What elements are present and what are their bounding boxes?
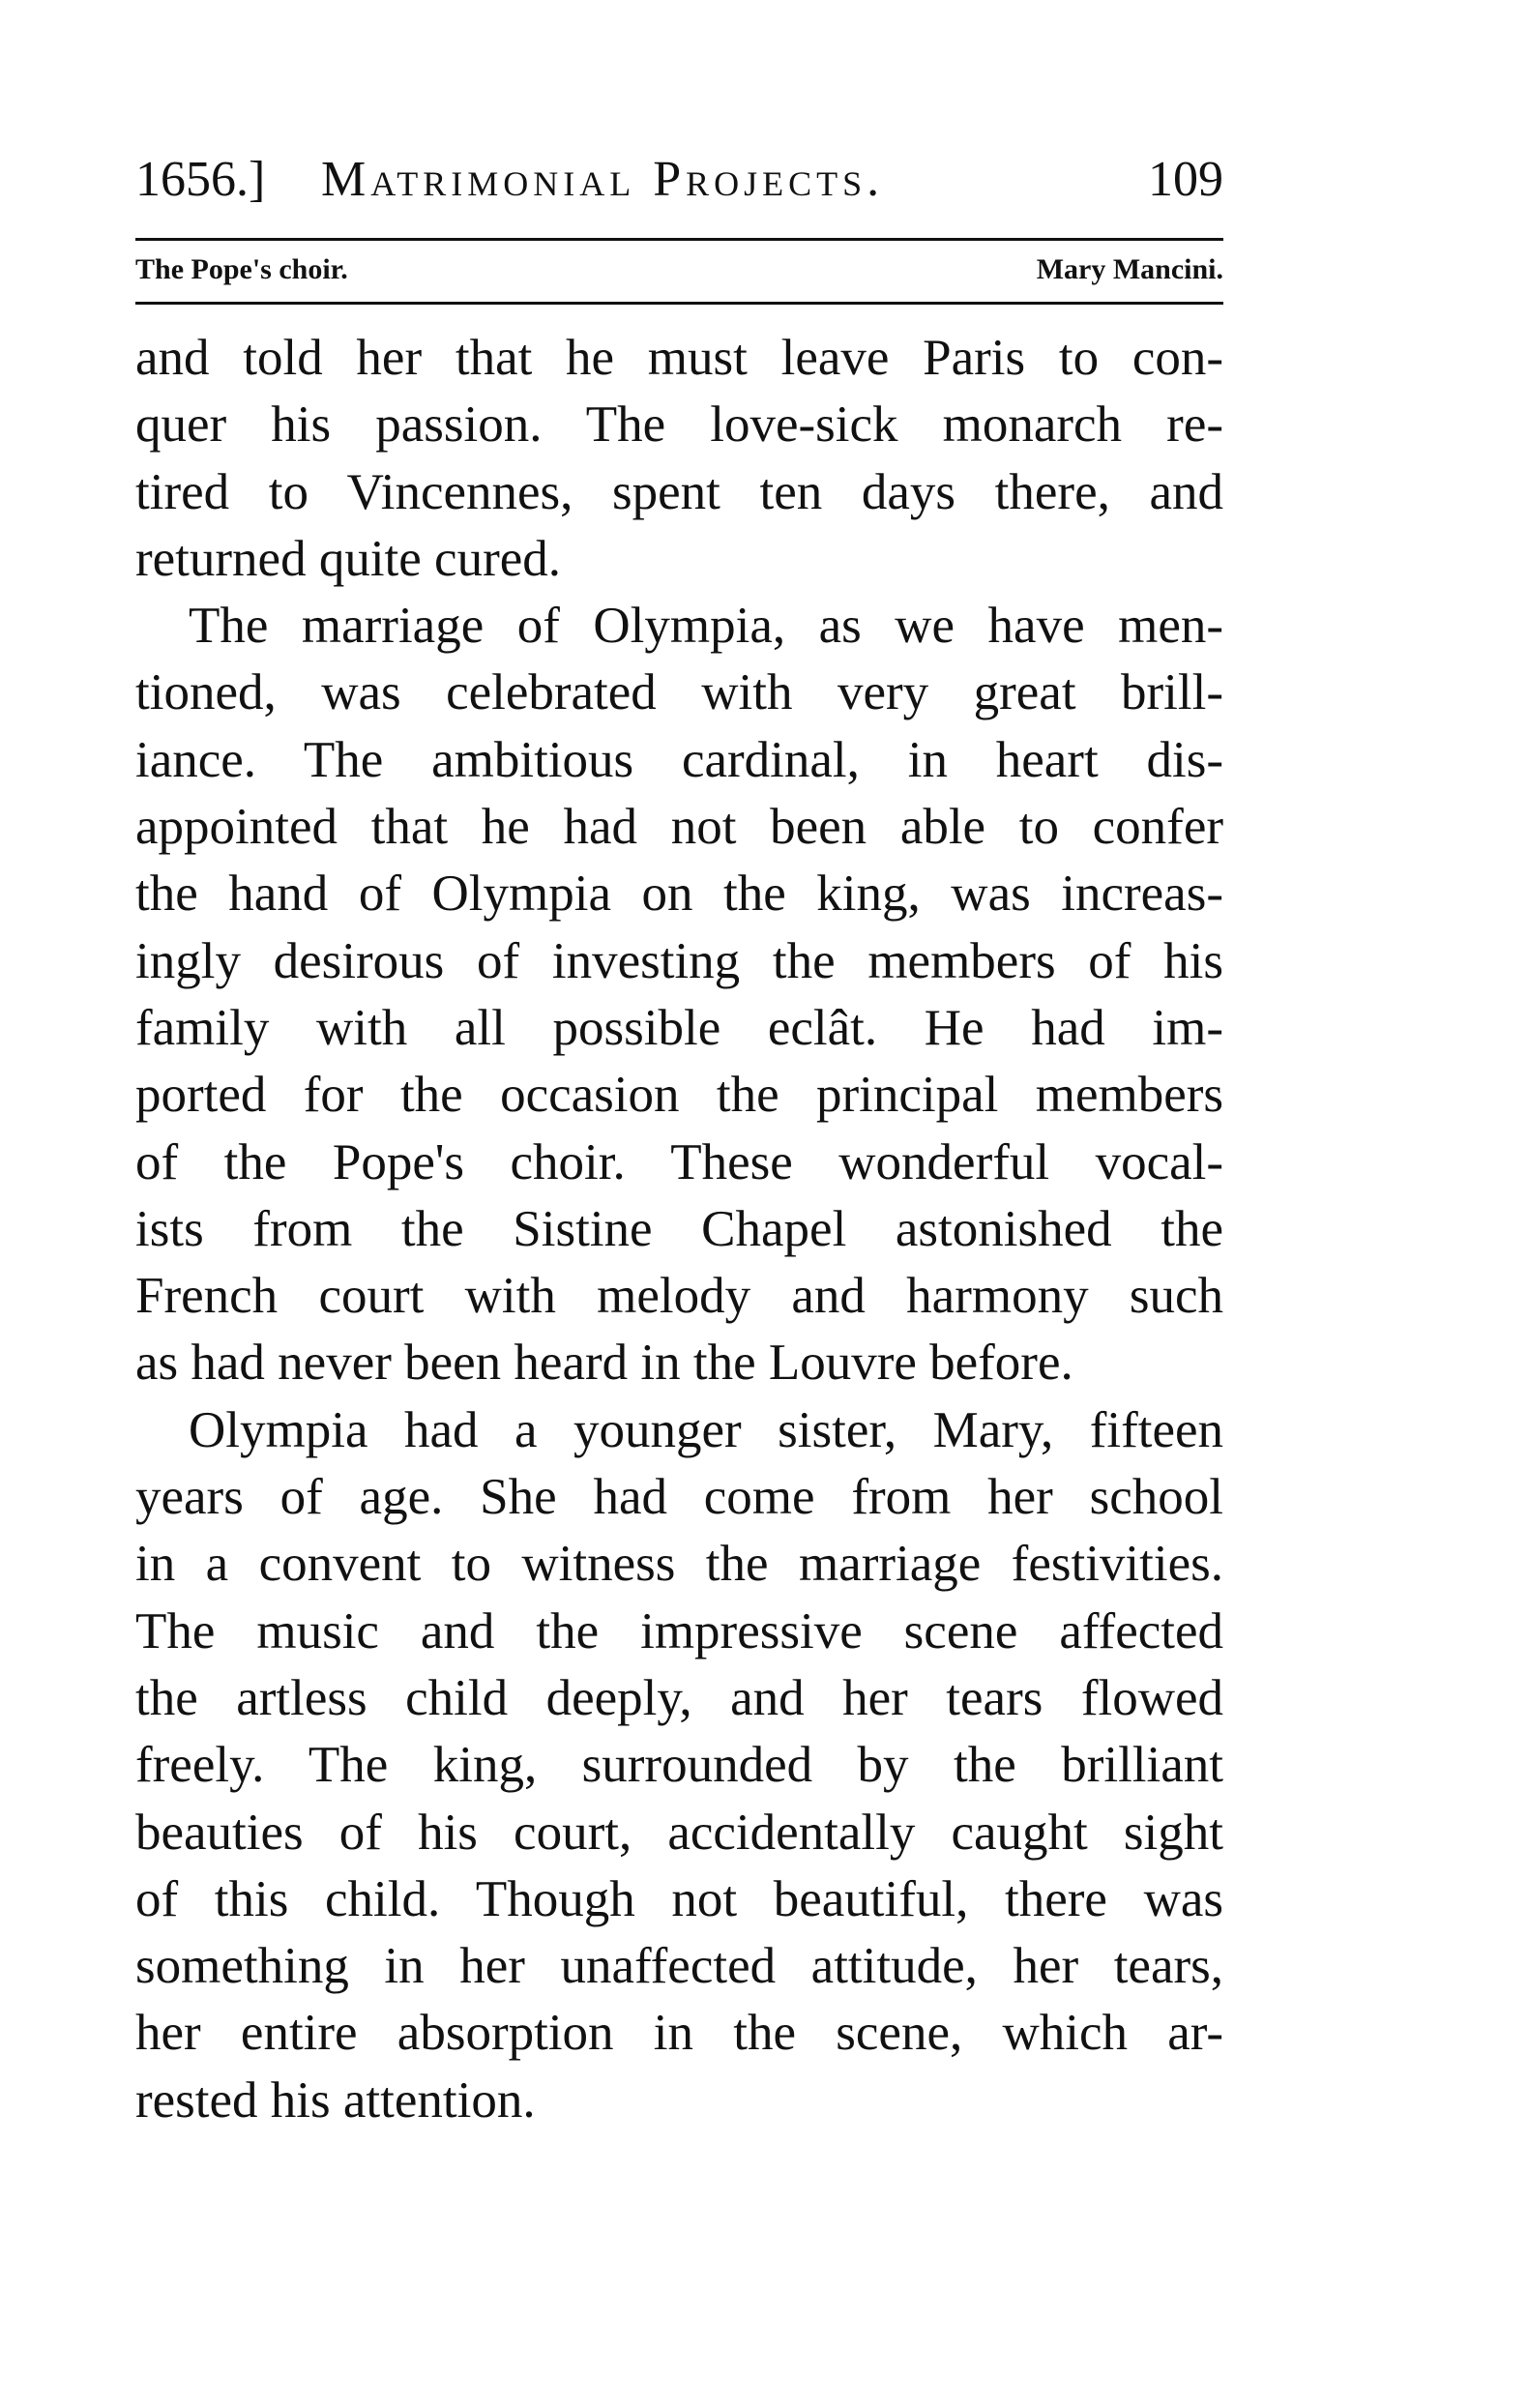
paragraph [135,325,1223,593]
text-line: something in her unaffected attitude, her tears, [135,1938,1223,1995]
text-line: tioned, was celebrated with very great brill- [135,664,1223,721]
subheading-right: Mary Mancini. [1036,253,1223,285]
book-page [135,145,1223,2129]
running-head-title: Matrimonial Projects. [321,152,885,207]
text-line: The marriage of Olympia, as we have men- [189,598,1223,655]
running-head-year: 1656.] [135,152,266,207]
text-line: her entire absorption in the scene, which ar- [135,2005,1223,2062]
text-line: returned quite cured. [135,530,561,587]
text-line: the hand of Olympia on the king, was increas- [135,866,1223,923]
text-line: ported for the occasion the principal members [135,1067,1223,1124]
text-line: quer his passion. The love-sick monarch re- [135,396,1223,454]
text-line: Olympia had a younger sister, Mary, fifteen [189,1401,1223,1458]
text-line: as had never been heard in the Louvre before. [135,1335,1073,1392]
text-line: appointed that he had not been able to confer [135,799,1223,856]
paragraph [135,1397,1223,2134]
text-line: the artless child deeply, and her tears flowed [135,1669,1223,1726]
text-line: tired to Vincennes, spent ten days there, and [135,463,1223,520]
text-line: of this child. Though not beautiful, there was [135,1870,1223,1927]
text-line: family with all possible eclât. He had im- [135,999,1223,1056]
subheading-left: The Pope's choir. [135,253,348,285]
paragraph [135,593,1223,1397]
text-line: rested his attention. [135,2071,536,2129]
text-line: years of age. She had come from her school [135,1469,1223,1526]
text-line: The music and the impressive scene affected [135,1602,1223,1659]
text-line: and told her that he must leave Paris to con- [135,330,1223,386]
header-rule-bottom [135,302,1223,305]
text-line: French court with melody and harmony such [135,1268,1223,1325]
running-head [135,145,1223,215]
header-rule-top [135,238,1223,241]
page-number: 109 [1148,152,1223,207]
text-line: ingly desirous of investing the members of his [135,932,1223,989]
subheadings [135,253,1223,286]
text-line: in a convent to witness the marriage festivities. [135,1536,1223,1593]
body-text [135,325,1223,2134]
text-line: of the Pope's choir. These wonderful vocal- [135,1133,1223,1190]
text-line: iance. The ambitious cardinal, in heart dis- [135,731,1223,788]
text-line: beauties of his court, accidentally caught sight [135,1804,1223,1861]
text-line: ists from the Sistine Chapel astonished the [135,1200,1223,1257]
text-line: freely. The king, surrounded by the brilliant [135,1737,1223,1794]
